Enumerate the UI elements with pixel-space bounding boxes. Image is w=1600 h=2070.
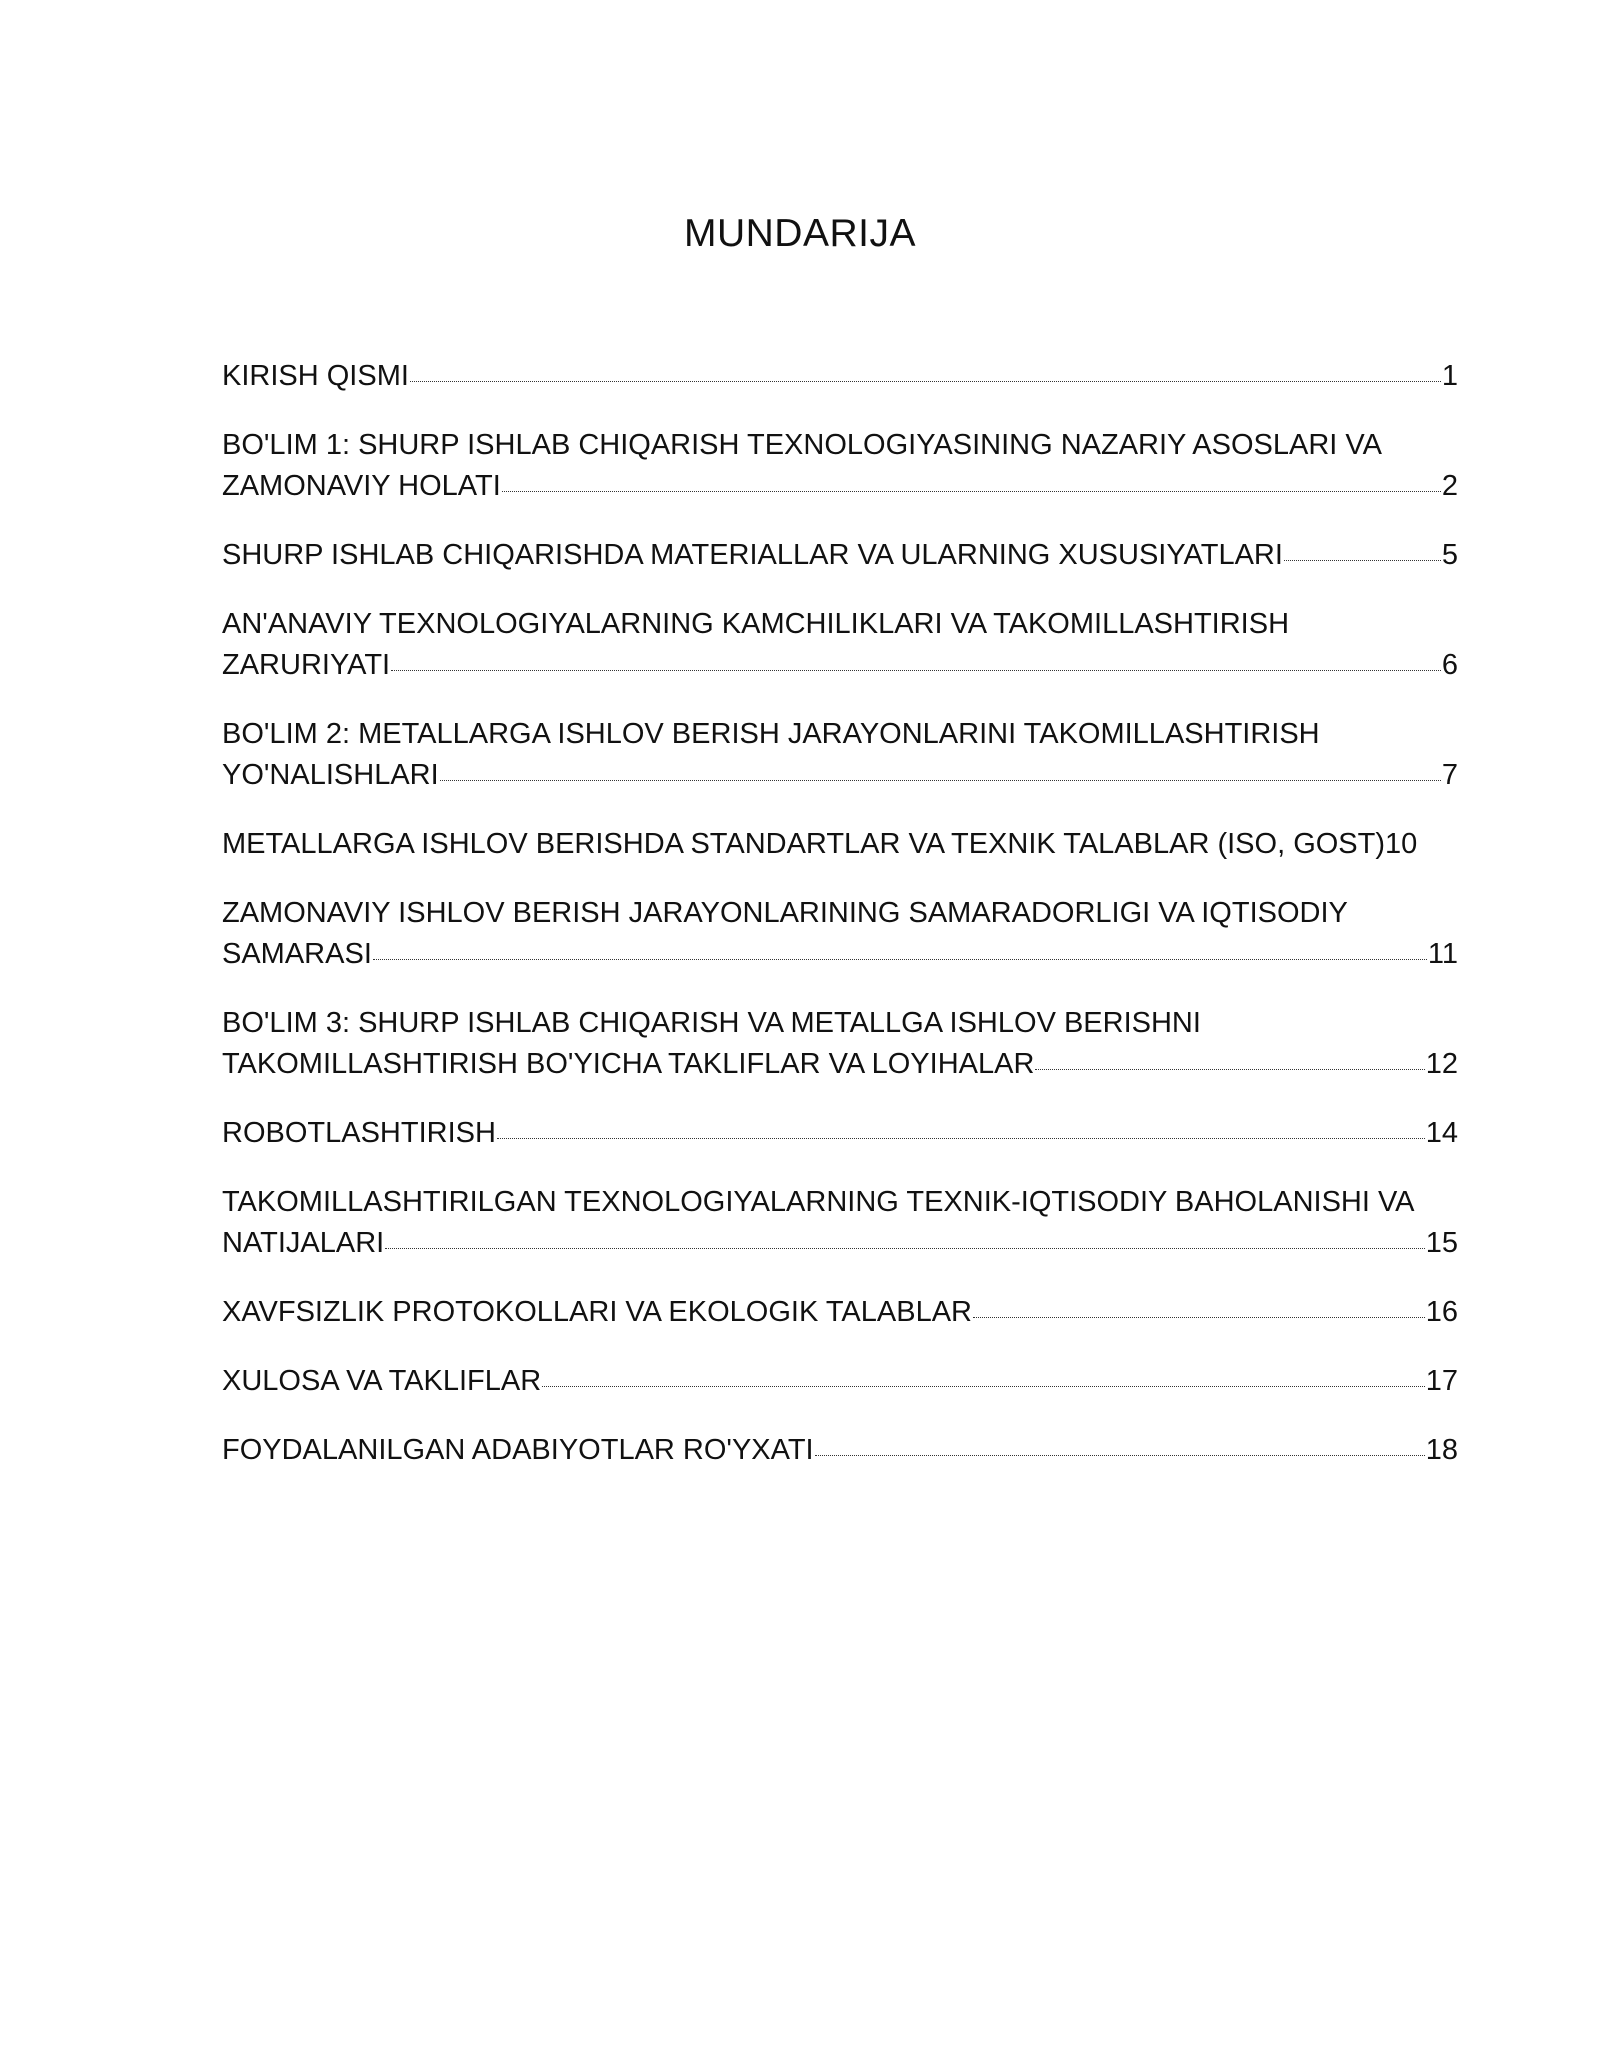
dot-leader: [391, 670, 1441, 671]
toc-entry[interactable]: [222, 1003, 1458, 1085]
dot-leader: [385, 1248, 1425, 1249]
toc-entry[interactable]: [222, 1361, 1458, 1402]
toc-entry-title: XAVFSIZLIK PROTOKOLLARI VA EKOLOGIK TALABLAR: [222, 1296, 972, 1328]
toc-entry-title: BO'LIM 3: SHURP ISHLAB CHIQARISH VA METALLGA ISHLOV BERISHNI: [222, 1007, 1201, 1039]
toc-page-number: 1: [1441, 360, 1458, 392]
toc-entry-title: BO'LIM 2: METALLARGA ISHLOV BERISH JARAYONLARINI TAKOMILLASHTIRISH: [222, 718, 1320, 750]
toc-page-number: 10: [1385, 828, 1418, 860]
toc-entry[interactable]: [222, 604, 1458, 686]
dot-leader: [440, 780, 1441, 781]
toc-entry-title: XULOSA VA TAKLIFLAR: [222, 1365, 542, 1397]
toc-entry[interactable]: [222, 425, 1458, 507]
toc-entry[interactable]: [222, 1292, 1458, 1333]
dot-leader: [815, 1455, 1425, 1456]
toc-entry[interactable]: [222, 824, 1458, 865]
toc-entry[interactable]: [222, 1113, 1458, 1154]
table-of-contents: [222, 356, 1458, 1499]
toc-entry-title: TAKOMILLASHTIRILGAN TEXNOLOGIYALARNING TEXNIK-IQTISODIY BAHOLANISHI VA: [222, 1186, 1415, 1218]
toc-entry-title-continued: ZARURIYATI: [222, 649, 391, 681]
toc-entry-title: ZAMONAVIY ISHLOV BERISH JARAYONLARINING SAMARADORLIGI VA IQTISODIY: [222, 897, 1348, 929]
dot-leader: [497, 1138, 1425, 1139]
dot-leader: [1284, 560, 1441, 561]
toc-page-number: 15: [1425, 1227, 1458, 1259]
toc-entry-title: ROBOTLASHTIRISH: [222, 1117, 496, 1149]
toc-entry[interactable]: [222, 535, 1458, 576]
dot-leader: [973, 1317, 1425, 1318]
toc-page-number: 16: [1425, 1296, 1458, 1328]
dot-leader: [373, 959, 1427, 960]
toc-entry-title: AN'ANAVIY TEXNOLOGIYALARNING KAMCHILIKLARI VA TAKOMILLASHTIRISH: [222, 608, 1290, 640]
toc-page-number: 11: [1427, 938, 1458, 970]
toc-entry[interactable]: [222, 893, 1458, 975]
toc-entry[interactable]: [222, 1430, 1458, 1471]
toc-page-number: 7: [1441, 759, 1458, 791]
toc-page-number: 18: [1425, 1434, 1458, 1466]
dot-leader: [1035, 1069, 1424, 1070]
dot-leader: [502, 491, 1441, 492]
toc-page-number: 2: [1441, 470, 1458, 502]
toc-page-number: 12: [1425, 1048, 1458, 1080]
toc-page-number: 5: [1441, 539, 1458, 571]
toc-entry-title: SHURP ISHLAB CHIQARISHDA MATERIALLAR VA ULARNING XUSUSIYATLARI: [222, 539, 1283, 571]
dot-leader: [410, 381, 1441, 382]
toc-entry[interactable]: [222, 356, 1458, 397]
toc-entry-title: FOYDALANILGAN ADABIYOTLAR RO'YXATI: [222, 1434, 814, 1466]
toc-page-number: 17: [1425, 1365, 1458, 1397]
dot-leader: [542, 1386, 1425, 1387]
toc-entry-title: KIRISH QISMI: [222, 360, 409, 392]
toc-entry-title-continued: YO'NALISHLARI: [222, 759, 439, 791]
toc-entry-title-continued: SAMARASI: [222, 938, 372, 970]
toc-page-number: 14: [1425, 1117, 1458, 1149]
document-title: MUNDARIJA: [683, 212, 916, 255]
toc-entry-title-continued: ZAMONAVIY HOLATI: [222, 470, 501, 502]
toc-entry-title: BO'LIM 1: SHURP ISHLAB CHIQARISH TEXNOLOGIYASINING NAZARIY ASOSLARI VA: [222, 429, 1382, 461]
toc-entry-title-continued: TAKOMILLASHTIRISH BO'YICHA TAKLIFLAR VA LOYIHALAR: [222, 1048, 1035, 1080]
toc-entry[interactable]: [222, 714, 1458, 796]
toc-entry-title: METALLARGA ISHLOV BERISHDA STANDARTLAR VA TEXNIK TALABLAR (ISO, GOST): [222, 828, 1386, 860]
toc-entry-title-continued: NATIJALARI: [222, 1227, 385, 1259]
toc-page-number: 6: [1441, 649, 1458, 681]
toc-entry[interactable]: [222, 1182, 1458, 1264]
